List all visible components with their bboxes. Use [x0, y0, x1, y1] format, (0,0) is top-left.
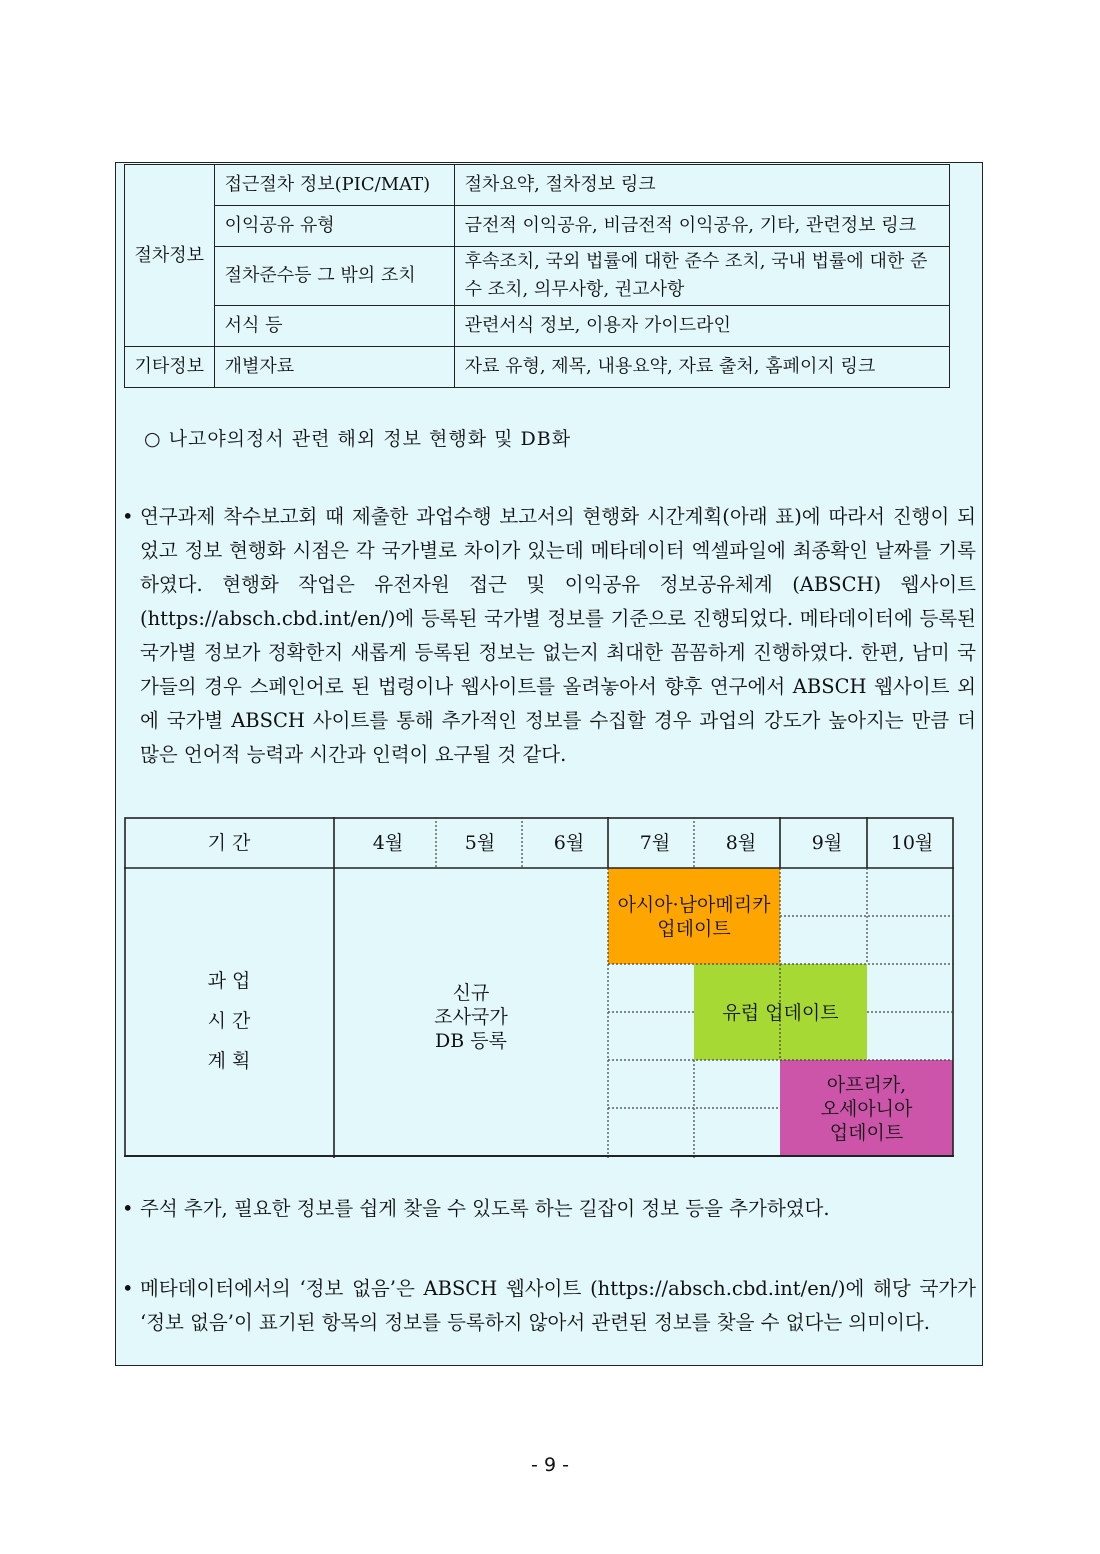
desc-cell: 후속조치, 국외 법률에 대한 준수 조치, 국내 법률에 대한 준수 조치, 의무사항, 권고사항 — [454, 247, 949, 306]
new-db-line: DB 등록 — [435, 1030, 507, 1052]
item-cell: 이익공유 유형 — [214, 206, 454, 247]
paragraph-text: 주석 추가, 필요한 정보를 쉽게 찾을 수 있도록 하는 길잡이 정보 등을 추가하였다. — [140, 1197, 830, 1220]
new-db-line: 조사국가 — [434, 1006, 508, 1028]
category-cell: 기타정보 — [125, 347, 215, 388]
task-label-europe — [694, 1001, 867, 1025]
desc-cell: 자료 유형, 제목, 내용요약, 자료 출처, 홈페이지 링크 — [454, 347, 949, 388]
table-row — [125, 165, 950, 206]
period-header: 기 간 — [207, 832, 251, 854]
row-label-line: 시 간 — [207, 1010, 251, 1032]
row-label-line: 과 업 — [207, 970, 251, 992]
item-cell: 접근절차 정보(PIC/MAT) — [214, 165, 454, 206]
month-header: 5월 — [464, 832, 496, 854]
task-label-asia — [608, 893, 780, 941]
task-label-africa — [780, 1073, 953, 1145]
desc-cell: 절차요약, 절차정보 링크 — [454, 165, 949, 206]
item-cell: 절차준수등 그 밖의 조치 — [214, 247, 454, 306]
desc-cell: 관련서식 정보, 이용자 가이드라인 — [454, 306, 949, 347]
month-header: 7월 — [639, 832, 671, 854]
month-header: 6월 — [553, 832, 585, 854]
row-label-line: 계 획 — [207, 1050, 251, 1072]
paragraph-text: 연구과제 착수보고회 때 제출한 과업수행 보고서의 현행화 시간계획(아래 표)에 따라서 진행이 되었고 정보 현행화 시점은 각 국가별로 차이가 있는데 메타데이터 엑셀파일에 최종확인 날짜를 기록하였다. 현행화 작업은 유전자원 접근 및 이익공유 정보공유체계 (ABSCH) 웹사이트(https://absch.cbd.int/en/)에 등록된 국가별 정보를 기준으로 진행되었다. 메타데이터에 등록된 국가별 정보가 정확한지 새롭게 등록된 정보는 없는지 최대한 꼼꼼하게 진행하였다. 한편, 남미 국가들의 경우 스페인어로 된 법령이나 웹사이트를 올려놓아서 향후 연구에서 ABSCH 웹사이트 외에 국가별 ABSCH 사이트를 통해 추가적인 정보를 수집할 경우 과업의 강도가 높아지는 만큼 더 많은 언어적 능력과 시간과 인력이 요구될 것 같다. — [140, 505, 976, 766]
bullet-marker: • — [122, 1197, 134, 1220]
category-cell: 절차정보 — [125, 165, 215, 347]
table-row — [125, 347, 950, 388]
item-cell: 개별자료 — [214, 347, 454, 388]
task-label-line: 오세아니아 — [820, 1098, 913, 1120]
task-label-line: 아시아·남아메리카 — [617, 894, 771, 916]
month-header: 10월 — [890, 832, 934, 854]
table-row — [125, 206, 950, 247]
table-row — [125, 247, 950, 306]
task-label-line: 유럽 업데이트 — [722, 1002, 839, 1024]
task-label-line: 업데이트 — [829, 1122, 904, 1144]
bullet-paragraph — [122, 500, 976, 772]
desc-cell: 금전적 이익공유, 비금전적 이익공유, 기타, 관련정보 링크 — [454, 206, 949, 247]
page-number: - 9 - — [531, 1454, 569, 1476]
bullet-marker: • — [122, 505, 134, 528]
task-label-line: 업데이트 — [657, 918, 731, 940]
paragraph-text: 메타데이터에서의 ‘정보 없음’은 ABSCH 웹사이트 (https://absch.cbd.int/en/)에 해당 국가가 ‘정보 없음’이 표기된 항목의 정보를 등록하지 않아서 관련된 정보를 찾을 수 없다는 의미이다. — [140, 1277, 976, 1334]
bullet-paragraph — [122, 1192, 976, 1226]
item-cell: 서식 등 — [214, 306, 454, 347]
metadata-table — [124, 164, 950, 388]
section-heading: ○ 나고야의정서 관련 해외 정보 현행화 및 DB화 — [144, 428, 572, 450]
table-row — [125, 306, 950, 347]
month-header: 8월 — [725, 832, 757, 854]
bullet-paragraph — [122, 1272, 976, 1340]
task-label-line: 아프리카, — [826, 1074, 907, 1096]
schedule-table — [124, 817, 954, 1158]
row-label — [124, 961, 334, 1081]
new-db-line: 신규 — [452, 982, 490, 1004]
new-db-label — [336, 981, 606, 1053]
month-header: 9월 — [811, 832, 843, 854]
bullet-marker: • — [122, 1277, 134, 1300]
month-header: 4월 — [372, 832, 404, 854]
